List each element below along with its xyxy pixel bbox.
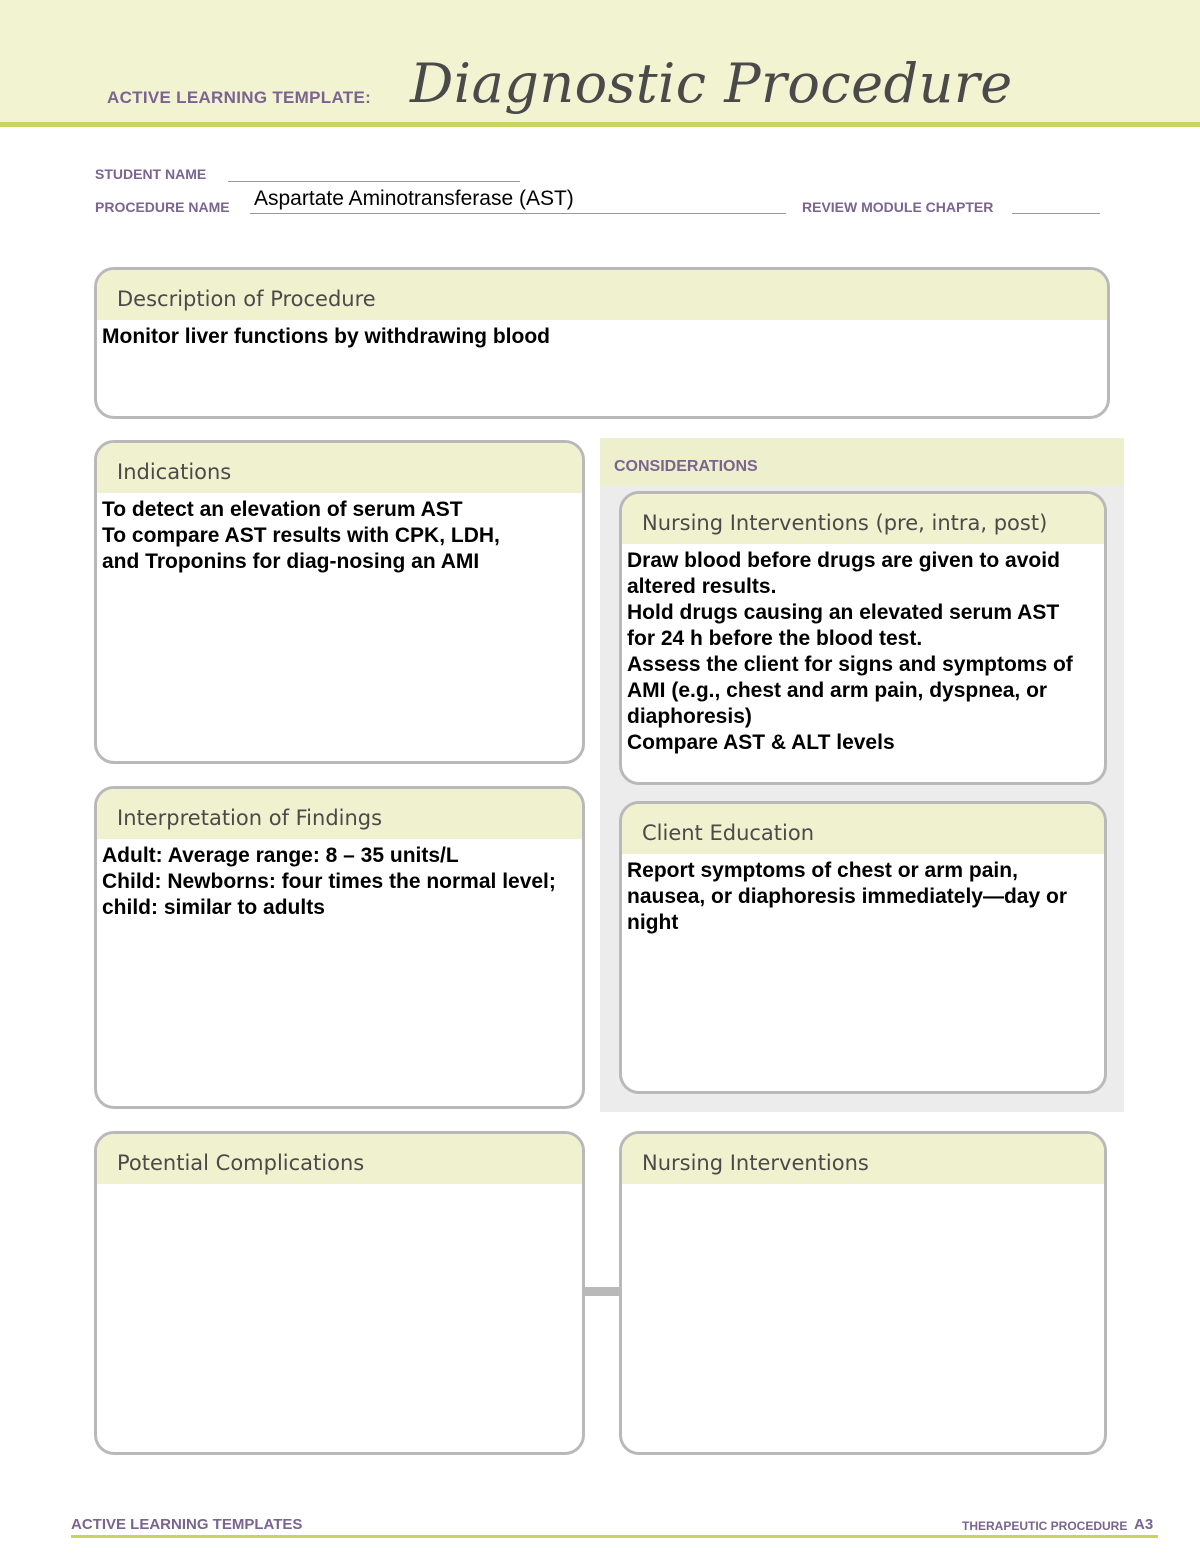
text-line: for 24 h before the blood test. — [627, 627, 923, 650]
text-line: Compare AST & ALT levels — [627, 731, 895, 754]
description-heading: Description of Procedure — [97, 270, 1107, 320]
client-education-box — [619, 801, 1107, 1094]
text-line: Assess the client for signs and symptoms of — [627, 653, 1073, 676]
footer-page-number: A3 — [1134, 1516, 1154, 1533]
review-module-label: REVIEW MODULE CHAPTER — [802, 199, 994, 215]
text-line: Adult: Average range: 8 – 35 units/L — [102, 844, 459, 867]
complication-interventions-body[interactable] — [622, 1184, 1104, 1188]
interpretation-box — [94, 786, 585, 1109]
student-name-label: STUDENT NAME — [95, 166, 207, 182]
text-line: and Troponins for diag-nosing an AMI — [102, 550, 480, 573]
text-line: Monitor liver functions by withdrawing blood — [102, 325, 550, 348]
procedure-name-field[interactable]: Aspartate Aminotransferase (AST) — [254, 187, 574, 210]
text-line: AMI (e.g., chest and arm pain, dyspnea, or — [627, 679, 1048, 702]
text-line: child: similar to adults — [102, 896, 325, 919]
text-line: altered results. — [627, 575, 777, 598]
potential-complications-body[interactable] — [97, 1184, 582, 1188]
footer-rule — [71, 1535, 1158, 1538]
text-line: Child: Newborns: four times the normal level; — [102, 870, 556, 893]
considerations-nursing-heading: Nursing Interventions (pre, intra, post) — [622, 494, 1104, 544]
text-line: diaphoresis) — [627, 705, 752, 728]
text-line: To compare AST results with CPK, LDH, — [102, 524, 500, 547]
considerations-label: CONSIDERATIONS — [614, 458, 758, 475]
text-line: Report symptoms of chest or arm pain, — [627, 859, 1018, 882]
text-line: night — [627, 911, 679, 934]
procedure-name-line — [250, 213, 786, 214]
complication-interventions-box — [619, 1131, 1107, 1455]
potential-complications-box — [94, 1131, 585, 1455]
text-line: nausea, or diaphoresis immediately—day or — [627, 885, 1067, 908]
footer-left: ACTIVE LEARNING TEMPLATES — [71, 1516, 303, 1533]
page-title: Diagnostic Procedure — [410, 52, 1013, 115]
text-line: Draw blood before drugs are given to avoid — [627, 549, 1060, 572]
text-line: Hold drugs causing an elevated serum AST — [627, 601, 1060, 624]
template-label: ACTIVE LEARNING TEMPLATE: — [107, 88, 372, 107]
description-body[interactable] — [97, 320, 1107, 350]
considerations-nursing-body[interactable] — [622, 544, 1104, 756]
connector-bar — [584, 1287, 620, 1296]
complication-interventions-heading: Nursing Interventions — [622, 1134, 1104, 1184]
text-line: To detect an elevation of serum AST — [102, 498, 463, 521]
indications-body[interactable] — [97, 493, 582, 575]
client-education-heading: Client Education — [622, 804, 1104, 854]
header-rule — [0, 122, 1200, 127]
student-name-line — [228, 181, 520, 182]
considerations-nursing-box — [619, 491, 1107, 785]
footer-right: THERAPEUTIC PROCEDURE — [962, 1519, 1128, 1533]
review-module-line — [1012, 213, 1100, 214]
indications-heading: Indications — [97, 443, 582, 493]
potential-complications-heading: Potential Complications — [97, 1134, 582, 1184]
client-education-body[interactable] — [622, 854, 1104, 936]
procedure-name-label: PROCEDURE NAME — [95, 199, 230, 215]
interpretation-heading: Interpretation of Findings — [97, 789, 582, 839]
interpretation-body[interactable] — [97, 839, 582, 921]
indications-box — [94, 440, 585, 764]
description-box — [94, 267, 1110, 419]
